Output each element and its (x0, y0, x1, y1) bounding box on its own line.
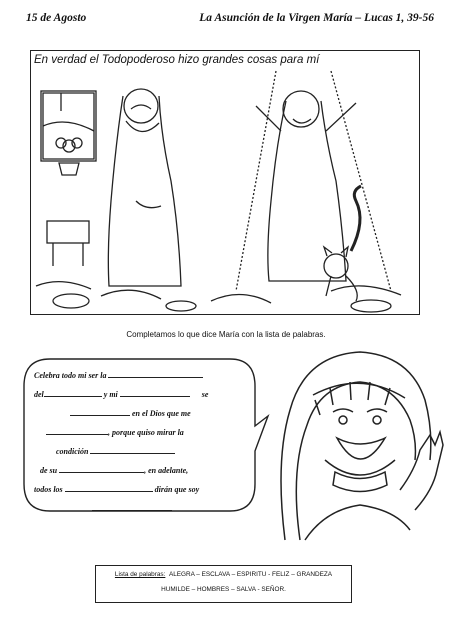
word-list-row-1 (96, 571, 351, 578)
answer-blank-9[interactable] (92, 501, 172, 511)
exercise-line-1: Celebra todo mi ser la (34, 366, 264, 385)
word-list-label: Lista de palabras: (114, 571, 166, 578)
mary-portrait-illustration (265, 340, 445, 555)
scene-caption: En verdad el Todopoderoso hizo grandes cosas para mí (34, 54, 320, 66)
header-date: 15 de Agosto (26, 12, 87, 24)
visitation-illustration (31, 51, 418, 313)
exercise-line-3: en el Dios que me (34, 404, 264, 423)
answer-blank-6[interactable] (90, 444, 175, 454)
answer-blank-8[interactable] (65, 482, 153, 492)
exercise-line-5: condición (34, 442, 264, 461)
answer-blank-5[interactable] (46, 425, 108, 435)
answer-blank-2[interactable] (44, 387, 102, 397)
answer-blank-7[interactable] (59, 463, 144, 473)
answer-blank-3[interactable] (120, 387, 190, 397)
word-list-row-2 (96, 586, 351, 593)
word-list-box (95, 565, 352, 603)
word-list-words-2: HUMILDE – HOMBRES – SALVA - SEÑOR. (161, 586, 286, 593)
exercise-line-7: todos los dirán que soy (34, 480, 264, 499)
exercise-line-2: del y mi se (34, 385, 264, 404)
answer-blank-1[interactable] (108, 368, 203, 378)
exercise-line-4: , porque quiso mirar la (34, 423, 264, 442)
answer-blank-4[interactable] (70, 406, 130, 416)
instruction-text: Completamos lo que dice María con la lista de palabras. (126, 330, 326, 339)
header-title: La Asunción de la Virgen María – Lucas 1, 39-56 (199, 12, 434, 24)
exercise-line-6: de su , en adelante, (34, 461, 264, 480)
exercise-line-8 (34, 499, 264, 518)
fill-in-exercise (34, 366, 264, 518)
word-list-words-1: ALEGRA – ESCLAVA – ESPIRITU - FELIZ – GRANDEZA (168, 571, 333, 578)
scene-frame (30, 50, 420, 315)
page-header (14, 10, 438, 28)
